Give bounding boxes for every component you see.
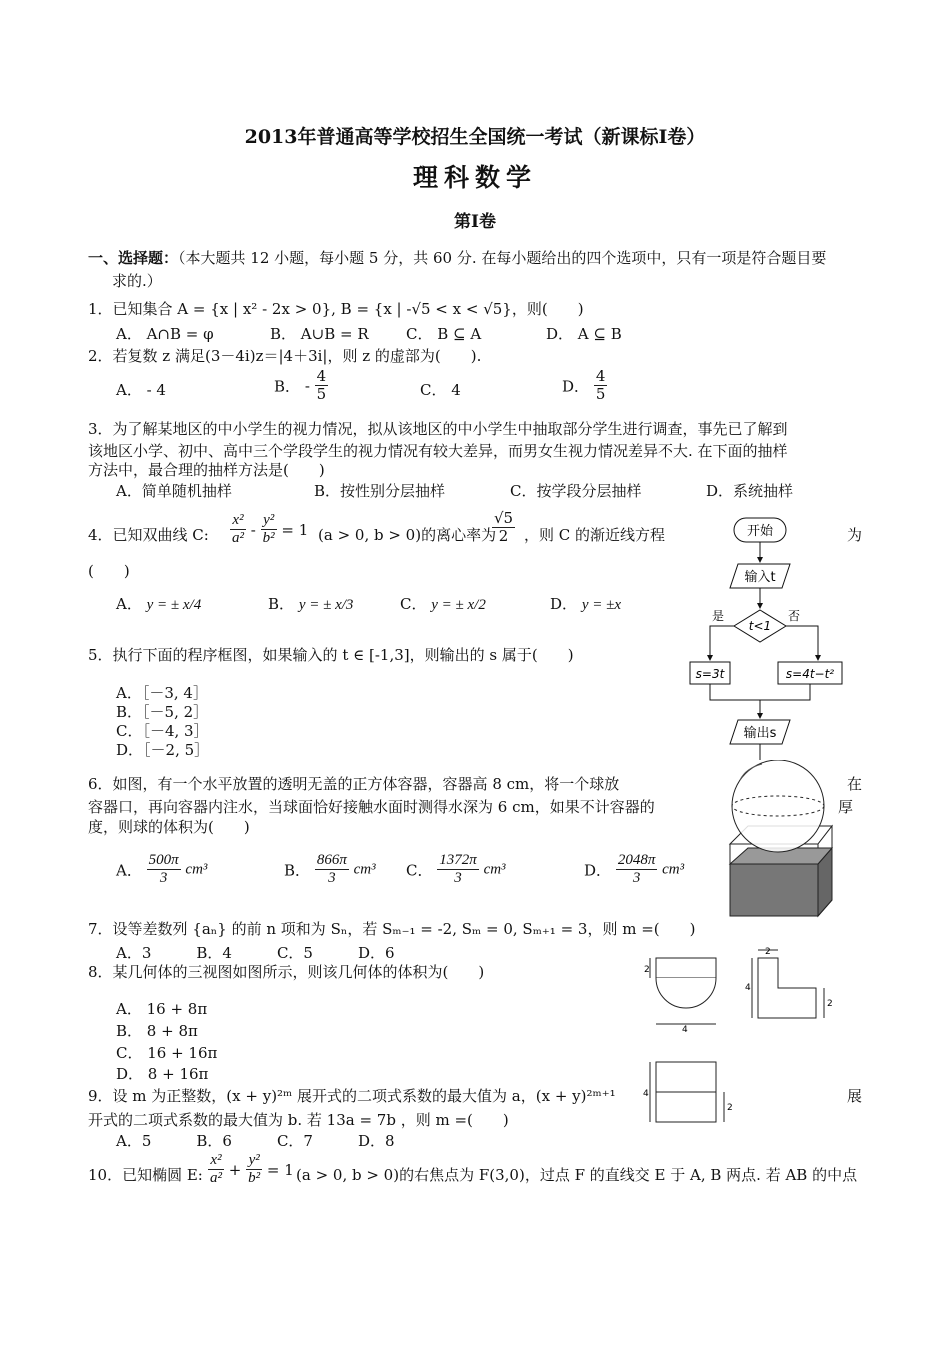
side-view-shape <box>758 958 816 1018</box>
q4-a-expr: y = ± x/4 <box>146 597 202 613</box>
q4-option-d <box>550 593 621 614</box>
q4-a-label: A． <box>116 595 142 613</box>
q5-option-a: A．［－3, 4］ <box>116 684 208 702</box>
q4-d-label: D． <box>550 595 578 613</box>
q6-a-label: A． <box>116 861 142 880</box>
q4-b-expr: y = ± x/3 <box>298 597 354 613</box>
flow-right-text: s=4t−t² <box>785 667 835 681</box>
q6-option-d <box>584 852 684 888</box>
q2-b-label: B． <box>274 377 301 396</box>
flow-yes-label: 是 <box>711 609 725 623</box>
q4-hyperbola-eq: $\frac{\text{x²}}{\text{a²}}$ - $\frac{\text{y²}}{\text{b²}}$ = 1 <box>232 512 309 547</box>
q9-line-1: 9．设 m 为正整数，(x + y)²ᵐ 展开式的二项式系数的最大值为 a，(x + y)²ᵐ⁺¹ <box>88 1087 616 1105</box>
flowchart <box>680 510 850 760</box>
q6-d-label: D． <box>584 861 612 880</box>
q6-b-label: B． <box>284 861 311 880</box>
q3-option-b: B．按性别分层抽样 <box>314 482 446 500</box>
q9-zhan: 展 <box>847 1087 863 1105</box>
q6-c-unit: cm³ <box>483 861 506 878</box>
flow-decision-text: t<1 <box>748 619 772 633</box>
q10-ellipse-eq: $\frac{\text{x²}}{\text{a²}}$ + $\frac{\text{y²}}{\text{b²}}$ = 1 <box>210 1152 294 1187</box>
sphere <box>732 760 824 852</box>
q1-stem: 1．已知集合 A = {x | x² - 2x > 0}, B = {x | -√5 < x < √5}，则( ) <box>88 300 584 318</box>
q4-post: ，则 C 的渐近线方程 <box>524 526 666 544</box>
q6-zai: 在 <box>847 775 863 793</box>
q9-line-2: 开式的二项式系数的最大值为 b. 若 13a = 7b ，则 m =( ) <box>88 1111 509 1129</box>
q10-post: (a > 0, b > 0)的右焦点为 F(3,0)，过点 F 的直线交 E 于 A, B 两点. 若 AB 的中点 <box>296 1166 858 1184</box>
q6-d-den: 3 <box>632 870 641 887</box>
q8-option-a: A． 16 + 8π <box>116 1000 208 1018</box>
flow-output-text: 输出s <box>743 726 777 741</box>
q8-option-b: B． 8 + 8π <box>116 1022 198 1040</box>
dim-side-top: 2 <box>765 947 771 957</box>
q9-options: A．5 B．6 C．7 D．8 <box>116 1132 395 1150</box>
q10-pre: 10．已知椭圆 E: <box>88 1166 203 1184</box>
q2-stem: 2．若复数 z 满足(3－4i)z＝|4＋3i|，则 z 的虚部为( ). <box>88 347 482 365</box>
section-instructions <box>88 247 826 268</box>
sphere-cube-figure <box>722 760 836 924</box>
q1-option-c: C． B ⊆ A <box>406 325 482 343</box>
q4-option-a <box>116 593 201 614</box>
q6-c-num: 1372π <box>437 852 479 870</box>
q4-paren: ( ) <box>88 562 130 580</box>
water-front <box>730 864 818 916</box>
q4-c-expr: y = ± x/2 <box>431 597 486 613</box>
q6-option-b <box>284 852 376 888</box>
q1-option-a: A． A∩B = φ <box>116 325 214 343</box>
q8-option-c: C． 16 + 16π <box>116 1044 218 1062</box>
q6-line-2: 容器口，再向容器内注水，当球面恰好接触水面时测得水深为 6 cm，如果不计容器的 <box>88 798 655 816</box>
volume-title: 第Ⅰ卷 <box>454 212 496 232</box>
q4-pre: 4．已知双曲线 C: <box>88 526 209 544</box>
q4-option-b <box>268 593 353 614</box>
front-view-semicircle <box>656 978 716 1008</box>
q8-stem: 8．某几何体的三视图如图所示，则该几何体的体积为( ) <box>88 963 485 981</box>
flow-left-text: s=3t <box>695 667 725 681</box>
q2-option-a: A． - 4 <box>116 381 166 399</box>
q3-option-d: D．系统抽样 <box>706 482 794 500</box>
q3-line-2: 该地区小学、初中、高中三个学段学生的视力情况有较大差异，而男女生视力情况差异不大. 在下面的抽样 <box>88 442 788 460</box>
q6-line-3: 度，则球的体积为( ) <box>88 818 250 836</box>
q1-option-b: B． A∪B = R <box>270 325 369 343</box>
q6-a-den: 3 <box>159 870 168 887</box>
q6-d-num: 2048π <box>616 852 658 870</box>
q1-option-d: D． A ⊆ B <box>546 325 622 343</box>
q6-line-1: 6．如图，有一个水平放置的透明无盖的正方体容器，容器高 8 cm，将一个球放 <box>88 775 620 793</box>
q2-b-num: 4 <box>316 367 327 385</box>
section-title: 一、选择题： <box>88 249 179 267</box>
q8-option-d: D． 8 + 16π <box>116 1065 209 1083</box>
q5-option-d: D．［－2, 5］ <box>116 741 210 759</box>
flow-start-text: 开始 <box>746 524 774 539</box>
q4-b-label: B． <box>268 595 295 613</box>
q6-c-label: C． <box>406 861 433 880</box>
dim-top-right: 2 <box>727 1103 733 1113</box>
q6-a-unit: cm³ <box>185 861 208 878</box>
dim-front-width: 4 <box>682 1025 688 1035</box>
q7-options: A．3 B．4 C．5 D．6 <box>116 944 395 962</box>
q2-d-den: 5 <box>595 385 606 404</box>
q4-option-c <box>400 593 486 614</box>
flow-input-text: 输入t <box>744 570 776 585</box>
q3-option-a: A．简单随机抽样 <box>116 482 232 500</box>
three-view-figure <box>640 944 840 1134</box>
dim-side-right: 2 <box>827 999 833 1009</box>
q6-b-unit: cm³ <box>353 861 376 878</box>
q6-c-den: 3 <box>454 870 462 887</box>
q4-d-expr: y = ±x <box>581 597 621 613</box>
q4-cond: (a > 0, b > 0)的离心率为 <box>318 526 497 544</box>
q2-option-b <box>274 368 328 404</box>
q2-option-c: C． 4 <box>420 381 461 399</box>
q2-d-num: 4 <box>595 367 606 385</box>
front-view-box <box>656 958 716 978</box>
q3-option-c: C．按学段分层抽样 <box>510 482 642 500</box>
q6-a-num: 500π <box>147 852 181 870</box>
q6-option-a <box>116 852 207 888</box>
q6-hou: 厚 <box>838 798 854 816</box>
q5-stem: 5．执行下面的程序框图，如果输入的 t ∈ [-1,3]，则输出的 s 属于( ) <box>88 646 574 664</box>
q2-option-d <box>562 368 607 404</box>
flow-no-label: 否 <box>787 609 801 623</box>
dim-side-height: 4 <box>745 983 751 993</box>
q2-b-sign: - <box>304 376 310 395</box>
q6-d-unit: cm³ <box>662 861 685 878</box>
q3-line-3: 方法中，最合理的抽样方法是( ) <box>88 461 325 479</box>
exam-title: 2013年普通高等学校招生全国统一考试（新课标Ⅰ卷） <box>244 126 706 148</box>
q2-b-den: 5 <box>316 385 327 404</box>
q4-eccentricity: $\frac{√5}{2}$ <box>494 509 514 546</box>
section-desc-2: 求的.） <box>112 272 162 290</box>
q2-d-label: D． <box>562 377 590 396</box>
section-desc-1: （本大题共 12 小题，每小题 5 分，共 60 分. 在每小题给出的四个选项中，只有一项是符合题目要 <box>178 249 827 267</box>
dim-top-height: 4 <box>643 1089 649 1099</box>
q5-option-b: B．［－5, 2］ <box>116 703 209 721</box>
dim-front-height: 2 <box>644 965 650 975</box>
q4-c-label: C． <box>400 595 427 613</box>
subject-title: 理科数学 <box>412 163 537 192</box>
q5-option-c: C．［－4, 3］ <box>116 722 209 740</box>
q7-stem: 7．设等差数列 {aₙ} 的前 n 项和为 Sₙ，若 Sₘ₋₁ = -2, Sₘ = 0, Sₘ₊₁ = 3，则 m =( ) <box>88 920 696 938</box>
q3-line-1: 3．为了解某地区的中小学生的视力情况，拟从该地区的中小学生中抽取部分学生进行调查，事先已了解到 <box>88 420 788 438</box>
q6-b-num: 866π <box>315 852 349 870</box>
q6-b-den: 3 <box>328 870 336 887</box>
q6-option-c <box>406 852 506 888</box>
q4-wei: 为 <box>847 526 863 544</box>
